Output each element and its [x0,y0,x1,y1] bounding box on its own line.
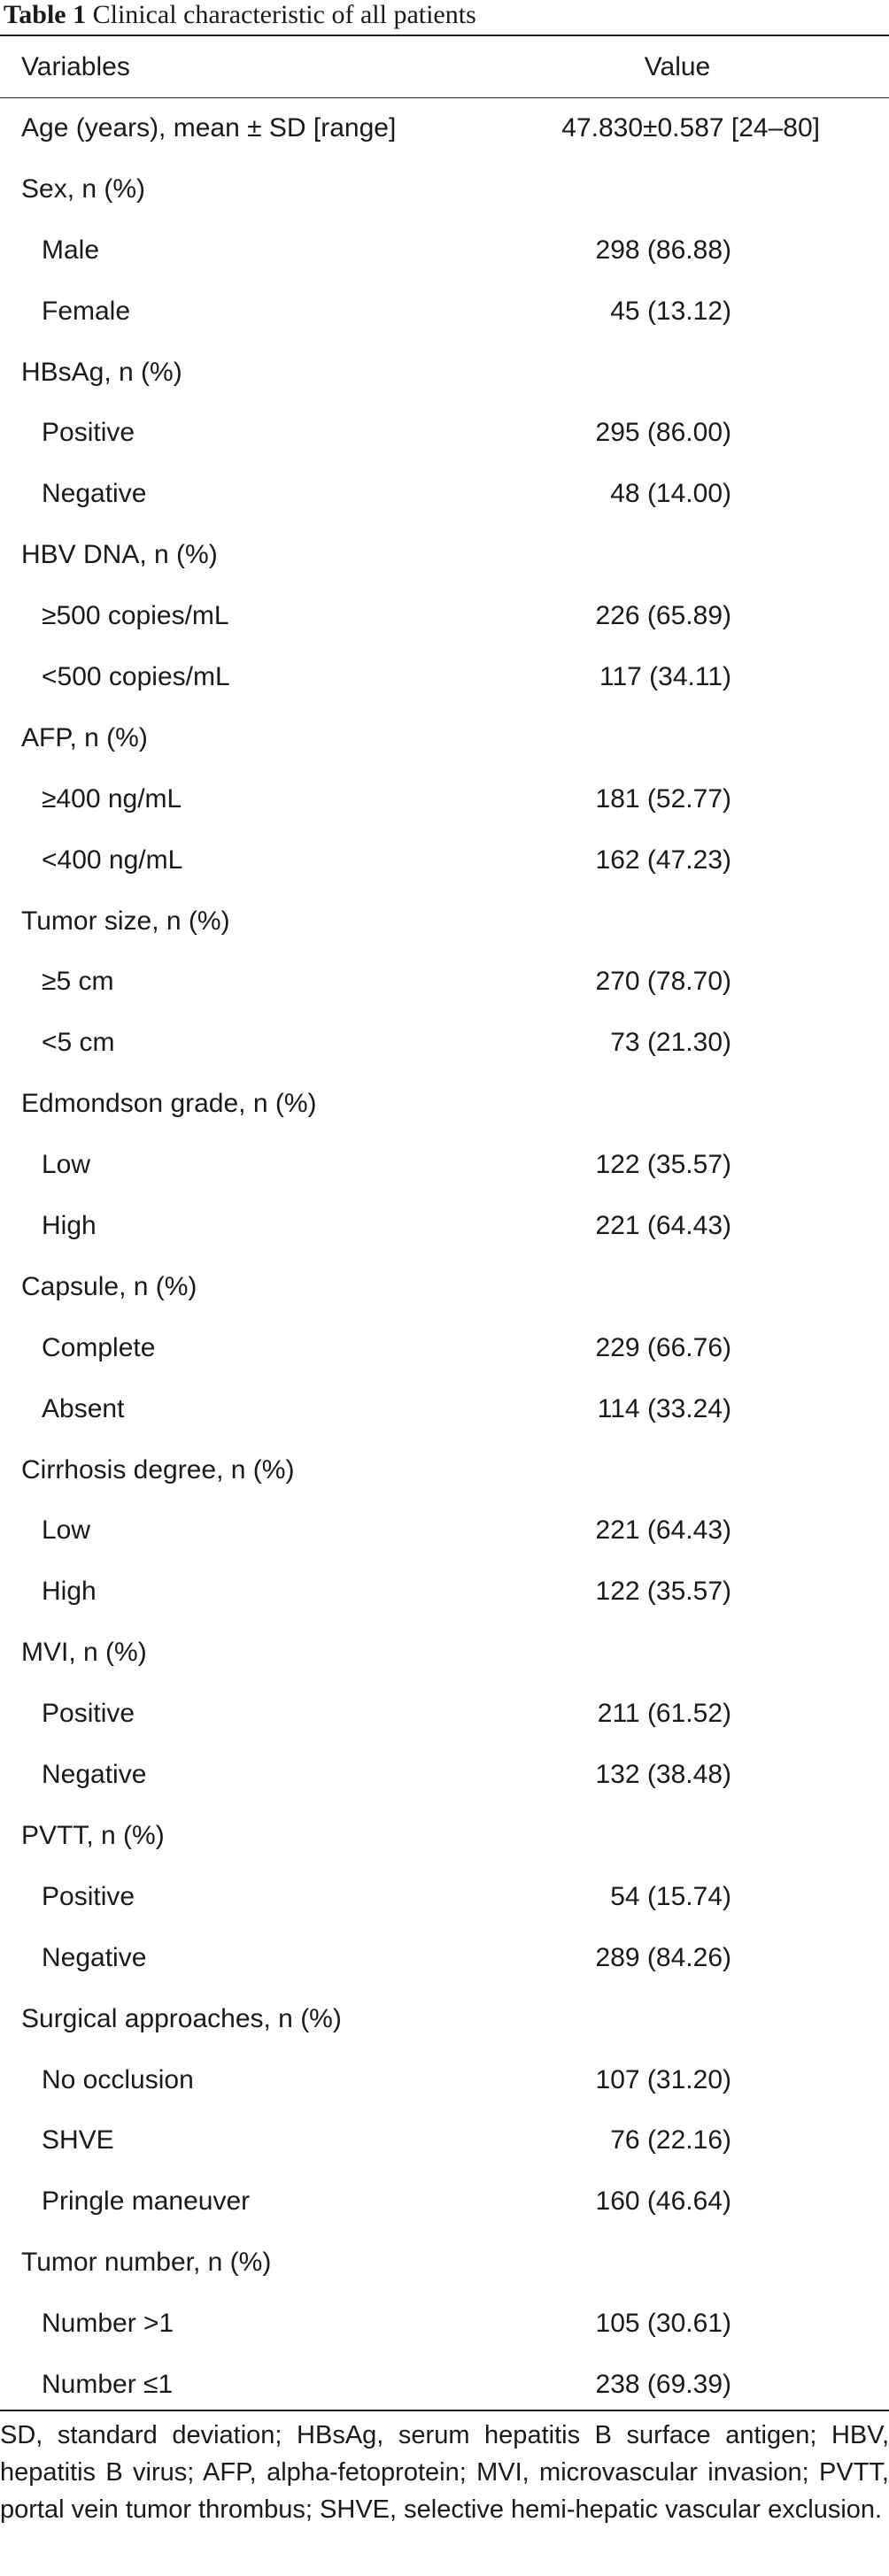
table-row [0,1500,889,1562]
table-row [0,952,889,1013]
row-value: 226 (65.89) [595,601,731,631]
table-row [0,1867,889,1928]
table-caption [4,0,476,30]
row-value: 181 (52.77) [595,783,731,814]
row-label: Negative [42,1942,147,1972]
table-row [0,708,889,769]
table-row [0,2110,889,2171]
table-title: Clinical characteristic of all patients [92,0,476,29]
row-label: PVTT, n (%) [21,1820,165,1850]
row-label: Age (years), mean ± SD [range] [21,113,397,143]
table-row [0,830,889,891]
row-value: 298 (86.88) [595,235,731,265]
table-row [0,1623,889,1684]
row-value: 105 (30.61) [595,2309,731,2339]
table-row [0,1806,889,1867]
table-row [0,586,889,647]
row-label: Cirrhosis degree, n (%) [21,1454,295,1485]
table-row [0,343,889,404]
row-label: High [42,1211,97,1241]
table-footnote: SD, standard deviation; HBsAg, serum hepatitis B surface antigen; HBV, hepatitis B virus; AFP, alpha-fetoprotein; MVI, microvascular invasion; PVTT, portal vein tumor thrombus; SHVE, selective hemi-hepatic vascular exclusion. [0,2421,889,2524]
table-row [0,464,889,525]
row-label: Positive [42,1881,135,1911]
row-value: 160 (46.64) [595,2187,731,2217]
row-value: 54 (15.74) [610,1881,731,1911]
table-row [0,2233,889,2294]
table-row [0,769,889,830]
row-label: Low [42,1516,91,1546]
table-row [0,2050,889,2111]
row-label: Positive [42,418,135,448]
row-value: 211 (61.52) [597,1699,731,1729]
table-row [0,2171,889,2233]
row-value: 162 (47.23) [595,845,731,875]
table-row [0,1440,889,1501]
row-label: <5 cm [42,1028,115,1058]
row-label: Sex, n (%) [21,174,146,204]
table-row [0,220,889,282]
row-label: No occlusion [42,2064,194,2094]
row-value: 270 (78.70) [595,967,731,997]
row-label: Capsule, n (%) [21,1271,197,1301]
row-value: 229 (66.76) [595,1332,731,1362]
row-label: Female [42,296,131,326]
table-row [0,525,889,586]
table-row [0,1318,889,1379]
row-label: AFP, n (%) [21,722,148,752]
table-body [0,98,889,2416]
table-row [0,1074,889,1135]
row-label: Edmondson grade, n (%) [21,1089,317,1119]
table-row [0,1684,889,1745]
row-value: 295 (86.00) [595,418,731,448]
row-label: Negative [42,1760,147,1790]
row-label: ≥5 cm [42,967,114,997]
row-label: Pringle maneuver [42,2187,251,2217]
table-row [0,98,889,159]
row-label: Male [42,235,100,265]
table-row [0,1257,889,1318]
header-variables: Variables [21,52,130,81]
row-value: 289 (84.26) [595,1942,731,1972]
row-value: 238 (69.39) [595,2369,731,2399]
table-row [0,1562,889,1623]
table-header [0,36,889,97]
row-value: 122 (35.57) [595,1577,731,1607]
row-label: Positive [42,1699,135,1729]
row-label: Number >1 [42,2309,174,2339]
row-label: Negative [42,479,147,509]
table-row [0,282,889,343]
table-row [0,403,889,464]
row-label: ≥400 ng/mL [42,783,182,814]
table-row [0,1745,889,1806]
row-label: High [42,1577,97,1607]
row-value: 132 (38.48) [595,1760,731,1790]
row-label: ≥500 copies/mL [42,601,229,631]
row-label: Tumor number, n (%) [21,2248,272,2278]
table-row [0,1135,889,1196]
row-value: 114 (33.24) [597,1393,731,1423]
row-value: 107 (31.20) [595,2064,731,2094]
row-label: Surgical approaches, n (%) [21,2003,342,2033]
table-bottom-rule [0,2410,889,2411]
table-row [0,1013,889,1074]
row-label: HBV DNA, n (%) [21,540,218,570]
row-value: 48 (14.00) [610,479,731,509]
table-row [0,2294,889,2355]
row-label: Number ≤1 [42,2369,174,2399]
table-row [0,891,889,953]
row-label: Absent [42,1393,125,1423]
row-label: <400 ng/mL [42,845,183,875]
row-label: Complete [42,1332,156,1362]
table-number: Table 1 [4,0,87,29]
table-row [0,1379,889,1440]
row-label: MVI, n (%) [21,1638,147,1668]
row-value: 221 (64.43) [595,1516,731,1546]
row-value: 76 (22.16) [610,2125,731,2156]
row-value: 47.830±0.587 [24–80] [561,113,820,143]
row-value: 45 (13.12) [610,296,731,326]
header-value: Value [644,52,711,81]
row-value: 122 (35.57) [595,1150,731,1180]
table-row [0,1928,889,1989]
table-row [0,647,889,708]
table-row [0,159,889,220]
row-label: SHVE [42,2125,114,2156]
row-label: Tumor size, n (%) [21,906,230,936]
row-label: <500 copies/mL [42,662,230,692]
row-value: 117 (34.11) [599,662,731,692]
table-row [0,2355,889,2416]
table-row [0,1989,889,2050]
row-value: 73 (21.30) [610,1028,731,1058]
row-label: Low [42,1150,91,1180]
table-row [0,1196,889,1257]
row-value: 221 (64.43) [595,1211,731,1241]
row-label: HBsAg, n (%) [21,357,182,387]
